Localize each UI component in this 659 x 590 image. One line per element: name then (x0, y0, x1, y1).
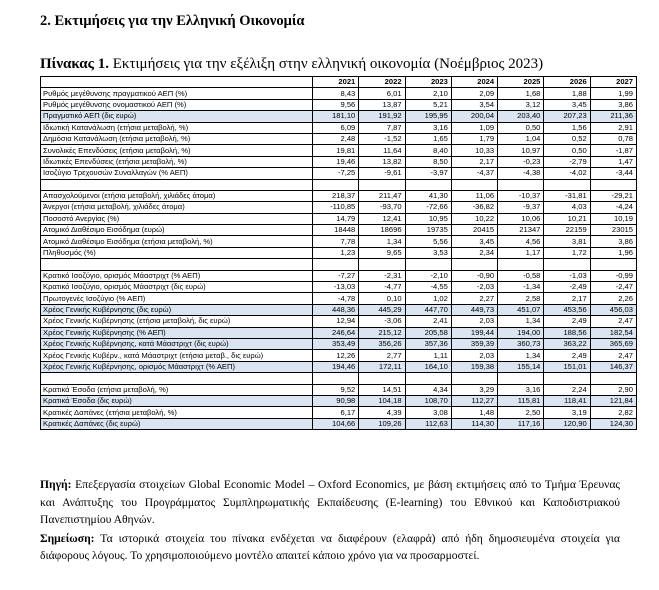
value-cell: 10,97 (498, 145, 544, 156)
value-cell: 10,21 (544, 213, 590, 224)
row-label-cell: Χρέος Γενικής Κυβέρνησης (% ΑΕΠ) (41, 327, 313, 338)
value-cell: 12,94 (313, 316, 359, 327)
table-body (41, 88, 637, 430)
value-cell: 0,52 (544, 133, 590, 144)
value-cell: 2,82 (590, 407, 636, 418)
value-cell: 182,54 (590, 327, 636, 338)
value-cell: 146,37 (590, 361, 636, 372)
value-cell: -4,24 (590, 202, 636, 213)
value-cell: -4,38 (498, 168, 544, 179)
value-cell: 12,26 (313, 350, 359, 361)
value-cell: -0,23 (498, 156, 544, 167)
value-cell: 3,19 (544, 407, 590, 418)
value-cell: 1,04 (498, 133, 544, 144)
section-title: 2. Εκτιμήσεις για την Ελληνική Οικονομία (40, 13, 305, 29)
value-cell: 3,16 (498, 384, 544, 395)
value-cell: 2,17 (544, 293, 590, 304)
value-cell: 10,22 (451, 213, 497, 224)
value-cell: 353,49 (313, 338, 359, 349)
value-cell: 448,36 (313, 304, 359, 315)
value-cell: 90,98 (313, 395, 359, 406)
table-row (41, 418, 637, 429)
value-cell: 4,56 (498, 236, 544, 247)
value-cell: 3,45 (544, 99, 590, 110)
value-cell: 203,40 (498, 111, 544, 122)
value-cell: 6,01 (359, 88, 405, 99)
value-cell: 4,39 (359, 407, 405, 418)
row-label-cell: Χρέος Γενικής Κυβέρνησης, κατά Μάαστριχτ (δις ευρώ) (41, 338, 313, 349)
empty-cell (498, 179, 544, 190)
empty-cell (313, 373, 359, 384)
value-cell: 181,10 (313, 111, 359, 122)
value-cell: 11,06 (451, 190, 497, 201)
value-cell: 4,34 (405, 384, 451, 395)
value-cell: 6,17 (313, 407, 359, 418)
value-cell: 10,19 (590, 213, 636, 224)
table-row (41, 156, 637, 167)
table-row (41, 338, 637, 349)
value-cell: 447,70 (405, 304, 451, 315)
value-cell: 191,92 (359, 111, 405, 122)
source-label: Πηγή: (40, 478, 72, 491)
value-cell: -1,03 (544, 270, 590, 281)
value-cell: 453,56 (544, 304, 590, 315)
empty-cell (451, 259, 497, 270)
value-cell: 104,66 (313, 418, 359, 429)
value-cell: 2,90 (590, 384, 636, 395)
row-label-cell: Ιδιωτικές Επενδύσεις (ετήσια μεταβολή, %) (41, 156, 313, 167)
empty-cell (41, 373, 313, 384)
value-cell: -9,37 (498, 202, 544, 213)
row-label-cell: Ποσοστό Ανεργίας (%) (41, 213, 313, 224)
row-label-cell: Κρατικά Έσοδα (δις ευρώ) (41, 395, 313, 406)
value-cell: 3,12 (498, 99, 544, 110)
value-cell: -2,03 (451, 282, 497, 293)
value-cell: 115,81 (498, 395, 544, 406)
table-row (41, 270, 637, 281)
value-cell: 9,56 (313, 99, 359, 110)
row-label-cell: Ιδιωτική Κατανάλωση (ετήσια μεταβολή, %) (41, 122, 313, 133)
value-cell: 8,43 (313, 88, 359, 99)
value-cell: 3,29 (451, 384, 497, 395)
value-cell: 3,16 (405, 122, 451, 133)
remark-note (40, 530, 620, 565)
value-cell: 7,87 (359, 122, 405, 133)
value-cell: 2,10 (405, 88, 451, 99)
value-cell: -10,37 (498, 190, 544, 201)
value-cell: 1,17 (498, 247, 544, 258)
row-label-cell: Κρατικές Δαπάνες (ετήσια μεταβολή, %) (41, 407, 313, 418)
row-label-cell: Συνολικές Επενδύσεις (ετήσια μεταβολή, %) (41, 145, 313, 156)
value-cell: 451,07 (498, 304, 544, 315)
remark-label: Σημείωση: (40, 531, 95, 545)
row-label-cell: Πρωτογενές Ισοζύγιο (% ΑΕΠ) (41, 293, 313, 304)
table-row (41, 282, 637, 293)
row-label-cell: Κρατικές Δαπάνες (δις ευρώ) (41, 418, 313, 429)
table-row (41, 122, 637, 133)
value-cell: 19,81 (313, 145, 359, 156)
value-cell: 456,03 (590, 304, 636, 315)
value-cell: 10,33 (451, 145, 497, 156)
value-cell: 7,78 (313, 236, 359, 247)
value-cell: 10,95 (405, 213, 451, 224)
empty-cell (41, 179, 313, 190)
empty-cell (313, 259, 359, 270)
table-row (41, 350, 637, 361)
row-label-cell: Κρατικό Ισοζύγιο, ορισμός Μάαστριχτ (% ΑΕΠ) (41, 270, 313, 281)
value-cell: 12,41 (359, 213, 405, 224)
value-cell: 14,79 (313, 213, 359, 224)
table-row (41, 304, 637, 315)
value-cell: 211,36 (590, 111, 636, 122)
empty-cell (498, 373, 544, 384)
value-cell: -4,02 (544, 168, 590, 179)
value-cell: 1,88 (544, 88, 590, 99)
table-row (41, 395, 637, 406)
table-row (41, 202, 637, 213)
value-cell: 124,30 (590, 418, 636, 429)
value-cell: -4,37 (451, 168, 497, 179)
empty-cell (405, 373, 451, 384)
value-cell: 41,30 (405, 190, 451, 201)
value-cell: -0,90 (451, 270, 497, 281)
value-cell: -2,49 (544, 282, 590, 293)
empty-cell (451, 373, 497, 384)
year-header-cell: 2026 (544, 77, 590, 88)
value-cell: 5,56 (405, 236, 451, 247)
value-cell: 360,73 (498, 338, 544, 349)
value-cell: 0,50 (544, 145, 590, 156)
value-cell: 1,65 (405, 133, 451, 144)
value-cell: 2,48 (313, 133, 359, 144)
value-cell: 2,47 (590, 316, 636, 327)
value-cell: 9,65 (359, 247, 405, 258)
value-cell: -110,85 (313, 202, 359, 213)
row-label-cell: Απασχολούμενοι (ετήσια μεταβολή, χιλιάδες άτομα) (41, 190, 313, 201)
value-cell: 211,47 (359, 190, 405, 201)
value-cell: 356,26 (359, 338, 405, 349)
row-label-cell: Ισοζύγιο Τρεχουσών Συναλλαγών (% ΑΕΠ) (41, 168, 313, 179)
table-row (41, 225, 637, 236)
year-header-cell: 2022 (359, 77, 405, 88)
value-cell: 2,03 (451, 316, 497, 327)
table-notes (40, 476, 620, 566)
value-cell: -3,06 (359, 316, 405, 327)
value-cell: 172,11 (359, 361, 405, 372)
value-cell: 1,48 (451, 407, 497, 418)
value-cell: 2,91 (590, 122, 636, 133)
value-cell: 1,47 (590, 156, 636, 167)
value-cell: -0,99 (590, 270, 636, 281)
value-cell: 194,00 (498, 327, 544, 338)
value-cell: 195,95 (405, 111, 451, 122)
value-cell: 9,52 (313, 384, 359, 395)
value-cell: -31,81 (544, 190, 590, 201)
value-cell: 151,01 (544, 361, 590, 372)
table-row (41, 145, 637, 156)
value-cell: 2,77 (359, 350, 405, 361)
value-cell: 246,64 (313, 327, 359, 338)
table-row (41, 133, 637, 144)
empty-cell (544, 373, 590, 384)
value-cell: -3,97 (405, 168, 451, 179)
row-label-cell: Χρέος Γενικής Κυβέρν., κατά Μάαστριχτ (ετήσια μεταβ., δις ευρώ) (41, 350, 313, 361)
header-label-cell (41, 77, 313, 88)
value-cell: 1,96 (590, 247, 636, 258)
value-cell: 2,17 (451, 156, 497, 167)
value-cell: 19,46 (313, 156, 359, 167)
empty-cell (451, 179, 497, 190)
year-header-cell: 2025 (498, 77, 544, 88)
row-label-cell: Ρυθμός μεγέθυνσης πραγματικού ΑΕΠ (%) (41, 88, 313, 99)
table-row (41, 168, 637, 179)
table-row (41, 190, 637, 201)
value-cell: 3,86 (590, 99, 636, 110)
value-cell: -4,55 (405, 282, 451, 293)
value-cell: 3,54 (451, 99, 497, 110)
row-label-cell: Πληθυσμός (%) (41, 247, 313, 258)
value-cell: 0,50 (498, 122, 544, 133)
economic-estimates-table (40, 76, 637, 430)
value-cell: 14,51 (359, 384, 405, 395)
value-cell: 1,34 (498, 316, 544, 327)
row-label-cell: Χρέος Γενικής Κυβέρνησης, ορισμός Μάαστριχτ (% ΑΕΠ) (41, 361, 313, 372)
value-cell: 199,44 (451, 327, 497, 338)
year-header-cell: 2024 (451, 77, 497, 88)
value-cell: 365,69 (590, 338, 636, 349)
value-cell: 1,68 (498, 88, 544, 99)
value-cell: 10,06 (498, 213, 544, 224)
table-row (41, 247, 637, 258)
value-cell: 104,18 (359, 395, 405, 406)
empty-cell (498, 259, 544, 270)
value-cell: 188,56 (544, 327, 590, 338)
value-cell: 1,56 (544, 122, 590, 133)
value-cell: 5,21 (405, 99, 451, 110)
value-cell: 19735 (405, 225, 451, 236)
value-cell: 205,58 (405, 327, 451, 338)
table-row (41, 236, 637, 247)
value-cell: 1,34 (498, 350, 544, 361)
value-cell: 23015 (590, 225, 636, 236)
empty-cell (544, 179, 590, 190)
value-cell: 109,26 (359, 418, 405, 429)
value-cell: -1,52 (359, 133, 405, 144)
table-row (41, 384, 637, 395)
table-caption-label: Πίνακας 1. (40, 56, 109, 72)
value-cell: 121,84 (590, 395, 636, 406)
empty-cell (359, 373, 405, 384)
row-label-cell: Κρατικό Ισοζύγιο, ορισμός Μάαστριχτ (δις ευρώ) (41, 282, 313, 293)
value-cell: 1,02 (405, 293, 451, 304)
value-cell: 2,03 (451, 350, 497, 361)
value-cell: 2,41 (405, 316, 451, 327)
table-caption-text: Εκτιμήσεις για την εξέλιξη στην ελληνική οικονομία (Νοέμβριος 2023) (109, 56, 544, 72)
source-note (40, 476, 620, 529)
value-cell: 2,58 (498, 293, 544, 304)
value-cell: 22159 (544, 225, 590, 236)
value-cell: 363,22 (544, 338, 590, 349)
value-cell: 1,11 (405, 350, 451, 361)
source-text: Επεξεργασία στοιχείων Global Economic Model – Oxford Economics, με βάση εκτιμήσεις από το Τμήμα Έρευνας και Ανάπτυξης του Προγράμματος Συμπληρωματικής Εκπαίδευσης (E-learning) του Εθνικού και Καποδιστριακού Πανεπιστημίου Αθηνών. (40, 478, 620, 526)
value-cell: 108,70 (405, 395, 451, 406)
value-cell: 445,29 (359, 304, 405, 315)
empty-cell (405, 179, 451, 190)
value-cell: 1,23 (313, 247, 359, 258)
value-cell: 18696 (359, 225, 405, 236)
value-cell: -9,61 (359, 168, 405, 179)
value-cell: -4,77 (359, 282, 405, 293)
value-cell: 114,30 (451, 418, 497, 429)
value-cell: 2,24 (544, 384, 590, 395)
value-cell: 1,09 (451, 122, 497, 133)
table-row (41, 407, 637, 418)
table-row (41, 111, 637, 122)
value-cell: 120,90 (544, 418, 590, 429)
table-row (41, 88, 637, 99)
value-cell: 118,41 (544, 395, 590, 406)
empty-cell (405, 259, 451, 270)
value-cell: 4,03 (544, 202, 590, 213)
table-row (41, 316, 637, 327)
empty-cell (590, 259, 636, 270)
remark-text: Τα ιστορικά στοιχεία του πίνακα ενδέχεται να διαφέρουν (ελαφρά) από ήδη δημοσιευμένα στοιχεία για διάφορους λόγους. Το χρησιμοποιούμενο μοντέλο απαιτεί κάποιο χρόνο για να προσαρμοστεί. (40, 531, 620, 562)
value-cell: 1,99 (590, 88, 636, 99)
value-cell: 3,45 (451, 236, 497, 247)
value-cell: 194,46 (313, 361, 359, 372)
row-label-cell: Ρυθμός μεγέθυνσης ονομαστικού ΑΕΠ (%) (41, 99, 313, 110)
value-cell: 3,81 (544, 236, 590, 247)
spacer-row (41, 179, 637, 190)
value-cell: -2,47 (590, 282, 636, 293)
value-cell: 3,86 (590, 236, 636, 247)
value-cell: -72,66 (405, 202, 451, 213)
row-label-cell: Ατομικό Διαθέσιμο Εισόδημα (ευρώ) (41, 225, 313, 236)
value-cell: 20415 (451, 225, 497, 236)
value-cell: -1,87 (590, 145, 636, 156)
table-row (41, 327, 637, 338)
table-row (41, 293, 637, 304)
value-cell: -2,79 (544, 156, 590, 167)
value-cell: -36,82 (451, 202, 497, 213)
value-cell: -7,25 (313, 168, 359, 179)
year-header-cell: 2023 (405, 77, 451, 88)
row-label-cell: Κρατικά Έσοδα (ετήσια μεταβολή, %) (41, 384, 313, 395)
value-cell: 8,50 (405, 156, 451, 167)
value-cell: 218,37 (313, 190, 359, 201)
value-cell: 13,82 (359, 156, 405, 167)
value-cell: 215,12 (359, 327, 405, 338)
spacer-row (41, 259, 637, 270)
row-label-cell: Ατομικό Διαθέσιμο Εισόδημα (ετήσια μεταβολή, %) (41, 236, 313, 247)
empty-cell (590, 373, 636, 384)
table-caption (40, 56, 543, 73)
value-cell: 207,23 (544, 111, 590, 122)
value-cell: 11,64 (359, 145, 405, 156)
value-cell: 449,73 (451, 304, 497, 315)
value-cell: 1,72 (544, 247, 590, 258)
value-cell: -7,27 (313, 270, 359, 281)
value-cell: 0,78 (590, 133, 636, 144)
value-cell: 2,26 (590, 293, 636, 304)
value-cell: 13,87 (359, 99, 405, 110)
value-cell: -1,34 (498, 282, 544, 293)
table-row (41, 213, 637, 224)
row-label-cell: Πραγματικό ΑΕΠ (δις ευρώ) (41, 111, 313, 122)
value-cell: 1,34 (359, 236, 405, 247)
value-cell: 8,40 (405, 145, 451, 156)
table-row (41, 361, 637, 372)
value-cell: -13,03 (313, 282, 359, 293)
value-cell: -3,44 (590, 168, 636, 179)
value-cell: 2,27 (451, 293, 497, 304)
value-cell: 2,47 (590, 350, 636, 361)
value-cell: 1,79 (451, 133, 497, 144)
value-cell: 359,39 (451, 338, 497, 349)
value-cell: 6,09 (313, 122, 359, 133)
value-cell: -2,10 (405, 270, 451, 281)
year-header-cell: 2027 (590, 77, 636, 88)
value-cell: -2,31 (359, 270, 405, 281)
value-cell: 155,14 (498, 361, 544, 372)
value-cell: 3,53 (405, 247, 451, 258)
value-cell: 21347 (498, 225, 544, 236)
row-label-cell: Άνεργοι (ετήσια μεταβολή, χιλιάδες άτομα) (41, 202, 313, 213)
empty-cell (41, 259, 313, 270)
value-cell: 3,08 (405, 407, 451, 418)
value-cell: -0,58 (498, 270, 544, 281)
value-cell: 357,36 (405, 338, 451, 349)
value-cell: 117,16 (498, 418, 544, 429)
value-cell: -4,78 (313, 293, 359, 304)
value-cell: 2,34 (451, 247, 497, 258)
value-cell: 159,38 (451, 361, 497, 372)
empty-cell (590, 179, 636, 190)
value-cell: 112,63 (405, 418, 451, 429)
empty-cell (359, 179, 405, 190)
value-cell: 2,09 (451, 88, 497, 99)
value-cell: -93,70 (359, 202, 405, 213)
year-header-cell: 2021 (313, 77, 359, 88)
empty-cell (313, 179, 359, 190)
value-cell: 200,04 (451, 111, 497, 122)
table-row (41, 99, 637, 110)
empty-cell (359, 259, 405, 270)
value-cell: 164,10 (405, 361, 451, 372)
value-cell: 2,49 (544, 350, 590, 361)
value-cell: 0,10 (359, 293, 405, 304)
empty-cell (544, 259, 590, 270)
row-label-cell: Χρέος Γενικής Κυβέρνησης (δις ευρώ) (41, 304, 313, 315)
value-cell: -29,21 (590, 190, 636, 201)
table-header-row (41, 77, 637, 88)
row-label-cell: Χρέος Γενικής Κυβέρνησης (ετήσια μεταβολή, δις ευρώ) (41, 316, 313, 327)
value-cell: 18448 (313, 225, 359, 236)
row-label-cell: Δημόσια Κατανάλωση (ετήσια μεταβολή, %) (41, 133, 313, 144)
value-cell: 112,27 (451, 395, 497, 406)
spacer-row (41, 373, 637, 384)
value-cell: 2,50 (498, 407, 544, 418)
value-cell: 2,49 (544, 316, 590, 327)
